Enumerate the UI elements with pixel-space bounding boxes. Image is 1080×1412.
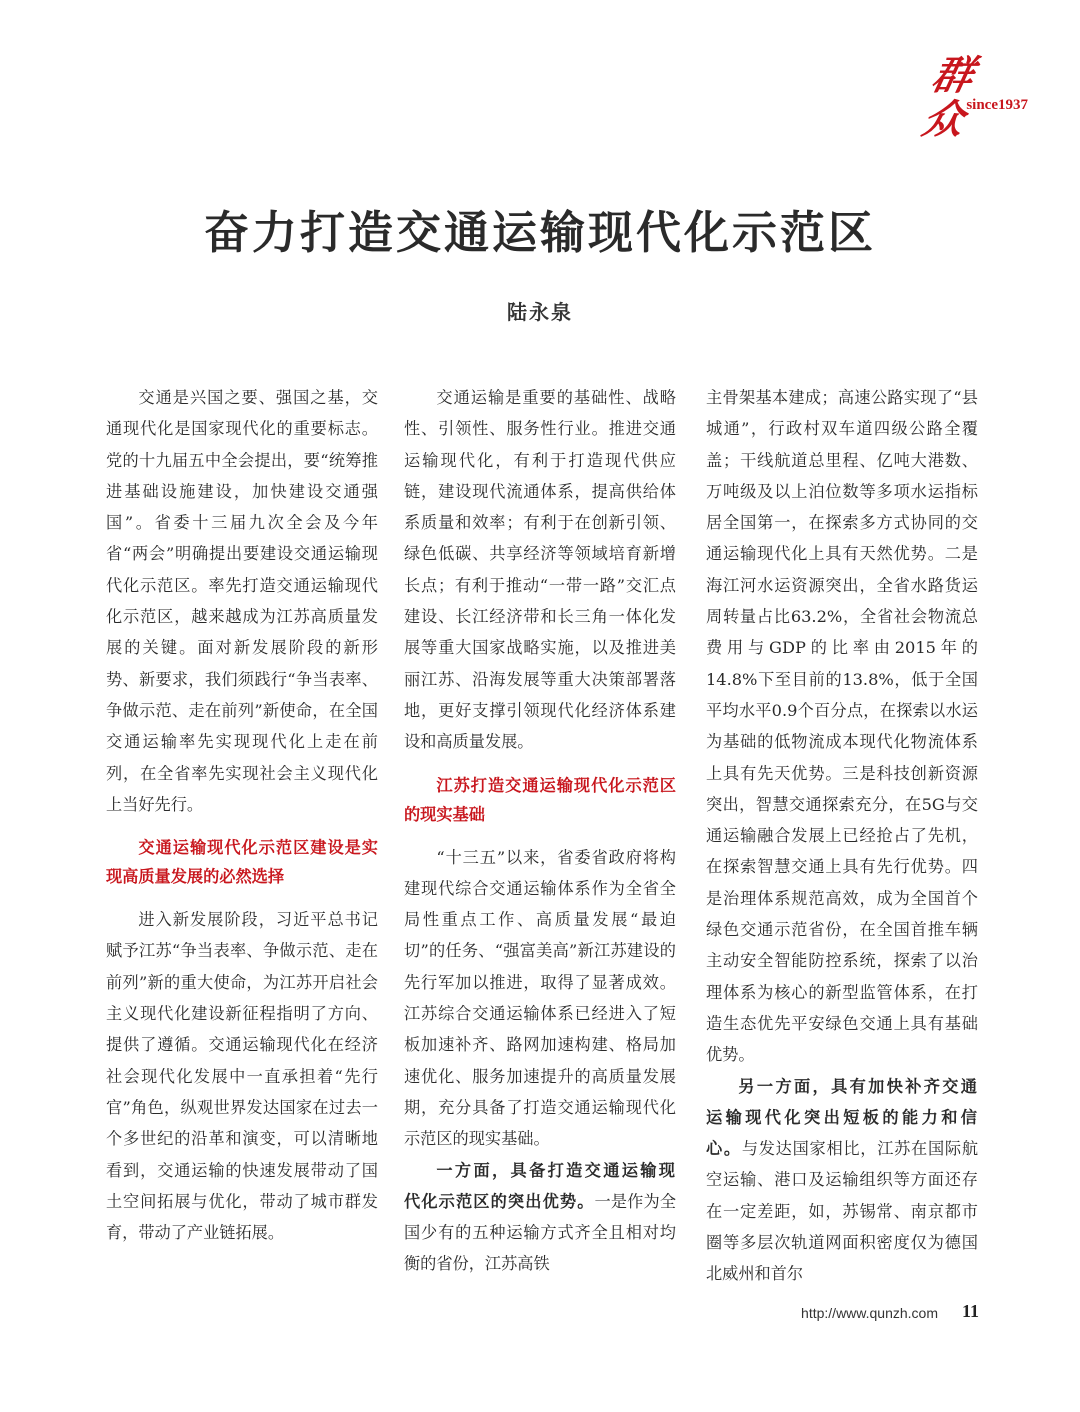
paragraph: “十三五”以来，省委省政府将构建现代综合交通运输体系作为全省全局性重点工作、高质量发展“最迫切”的任务、“强富美高”新江苏建设的先行军加以推进，取得了显著成效。江苏综合交通运输体系已经进入了短板加速补齐、路网加速构建、格局加速优化、服务加速提升的高质量发展期，充分具备了打造交通运输现代化示范区的现实基础。 [404,847,676,1149]
column-1 [106,382,378,1248]
footer-url: http://www.qunzh.com [801,1305,938,1321]
article-title: 奋力打造交通运输现代化示范区 [203,206,876,259]
paragraph [404,1155,676,1280]
paragraph-lead: 另一方面，具有加快补齐交通运输现代化突出短板的能力和信心。 [706,1076,978,1159]
paragraph: 主骨架基本建成；高速公路实现了“县城通”，行政村双车道四级公路全覆盖；干线航道总里程、亿吨大港数、万吨级及以上泊位数等多项水运指标居全国第一，在探索多方式协同的交通运输现代化上具有天然优势。二是海江河水运资源突出，全省水路货运周转量占比63.2%，全省社会物流总费用与GDP的比率由2015年的14.8%下至目前的13.8%，低于全国平均水平0.9个百分点，在探索以水运为基础的低物流成本现代化物流体系上具有先天优势。三是科技创新资源突出，智慧交通探索充分，在5G与交通运输融合发展上已经抢占了先机，在探索智慧交通上具有先行优势。四是治理体系规范高效，成为全国首个绿色交通示范省份，在全国首推车辆主动安全智能防控系统，探索了以治理体系为核心的新型监管体系，在打造生态优先平安绿色交通上具有基础优势。 [706,388,978,1065]
paragraph-lead: 一方面，具备打造交通运输现代化示范区的突出优势。 [404,1160,676,1211]
section-heading: 交通运输现代化示范区建设是实现高质量发展的必然选择 [106,838,378,887]
article-author: 陆永泉 [507,300,573,324]
paragraph-body: 一是作为全国少有的五种运输方式齐全且相对均衡的省份，江苏高铁 [404,1191,677,1274]
page-number: 11 [961,1301,979,1321]
paragraph: 交通是兴国之要、强国之基，交通现代化是国家现代化的重要标志。党的十九届五中全会提出，要“统筹推进基础设施建设，加快建设交通强国”。省委十三届九次全会及今年省“两会”明确提出要建设交通运输现代化示范区。率先打造交通运输现代化示范区，越来越成为江苏高质量发展的关键。面对新发展阶段的新形势、新要求，我们须践行“争当表率、争做示范、走在前列”新使命，在全国交通运输率先实现现代化上走在前列，在全省率先实现社会主义现代化上当好先行。 [106,388,378,814]
paragraph-body: 与发达国家相比，江苏在国际航空运输、港口及运输组织等方面还存在一定差距，如，苏锡常、南京都市圈等多层次轨道网面积密度仅为德国北威州和首尔 [706,1139,979,1284]
column-3 [706,382,978,1290]
paragraph [706,1071,978,1290]
paragraph: 交通运输是重要的基础性、战略性、引领性、服务性行业。推进交通运输现代化，有利于打造现代供应链，建设现代流通体系，提高供给体系质量和效率；有利于在创新引领、绿色低碳、共享经济等领域培育新增长点；有利于推动“一带一路”交汇点建设、长江经济带和长三角一体化发展等重大国家战略实施，以及推进美丽江苏、沿海发展等重大决策部署落地，更好支撑引领现代化经济体系建设和高质量发展。 [404,388,676,752]
qunzhong-logo [918,52,1028,143]
column-2 [404,382,676,1280]
section-heading: 江苏打造交通运输现代化示范区的现实基础 [404,775,676,824]
logo-script: 群众 [918,52,980,143]
logo-since: since1937 [966,97,1028,113]
paragraph: 进入新发展阶段，习近平总书记赋予江苏“争当表率、争做示范、走在前列”新的重大使命，为江苏开启社会主义现代化建设新征程指明了方向、提供了遵循。交通运输现代化在经济社会现代化发展中一直承担着“先行官”角色，纵观世界发达国家在过去一个多世纪的沿革和演变，可以清晰地看到，交通运输的快速发展带动了国土空间拓展与优化，带动了城市群发育，带动了产业链拓展。 [106,910,378,1243]
